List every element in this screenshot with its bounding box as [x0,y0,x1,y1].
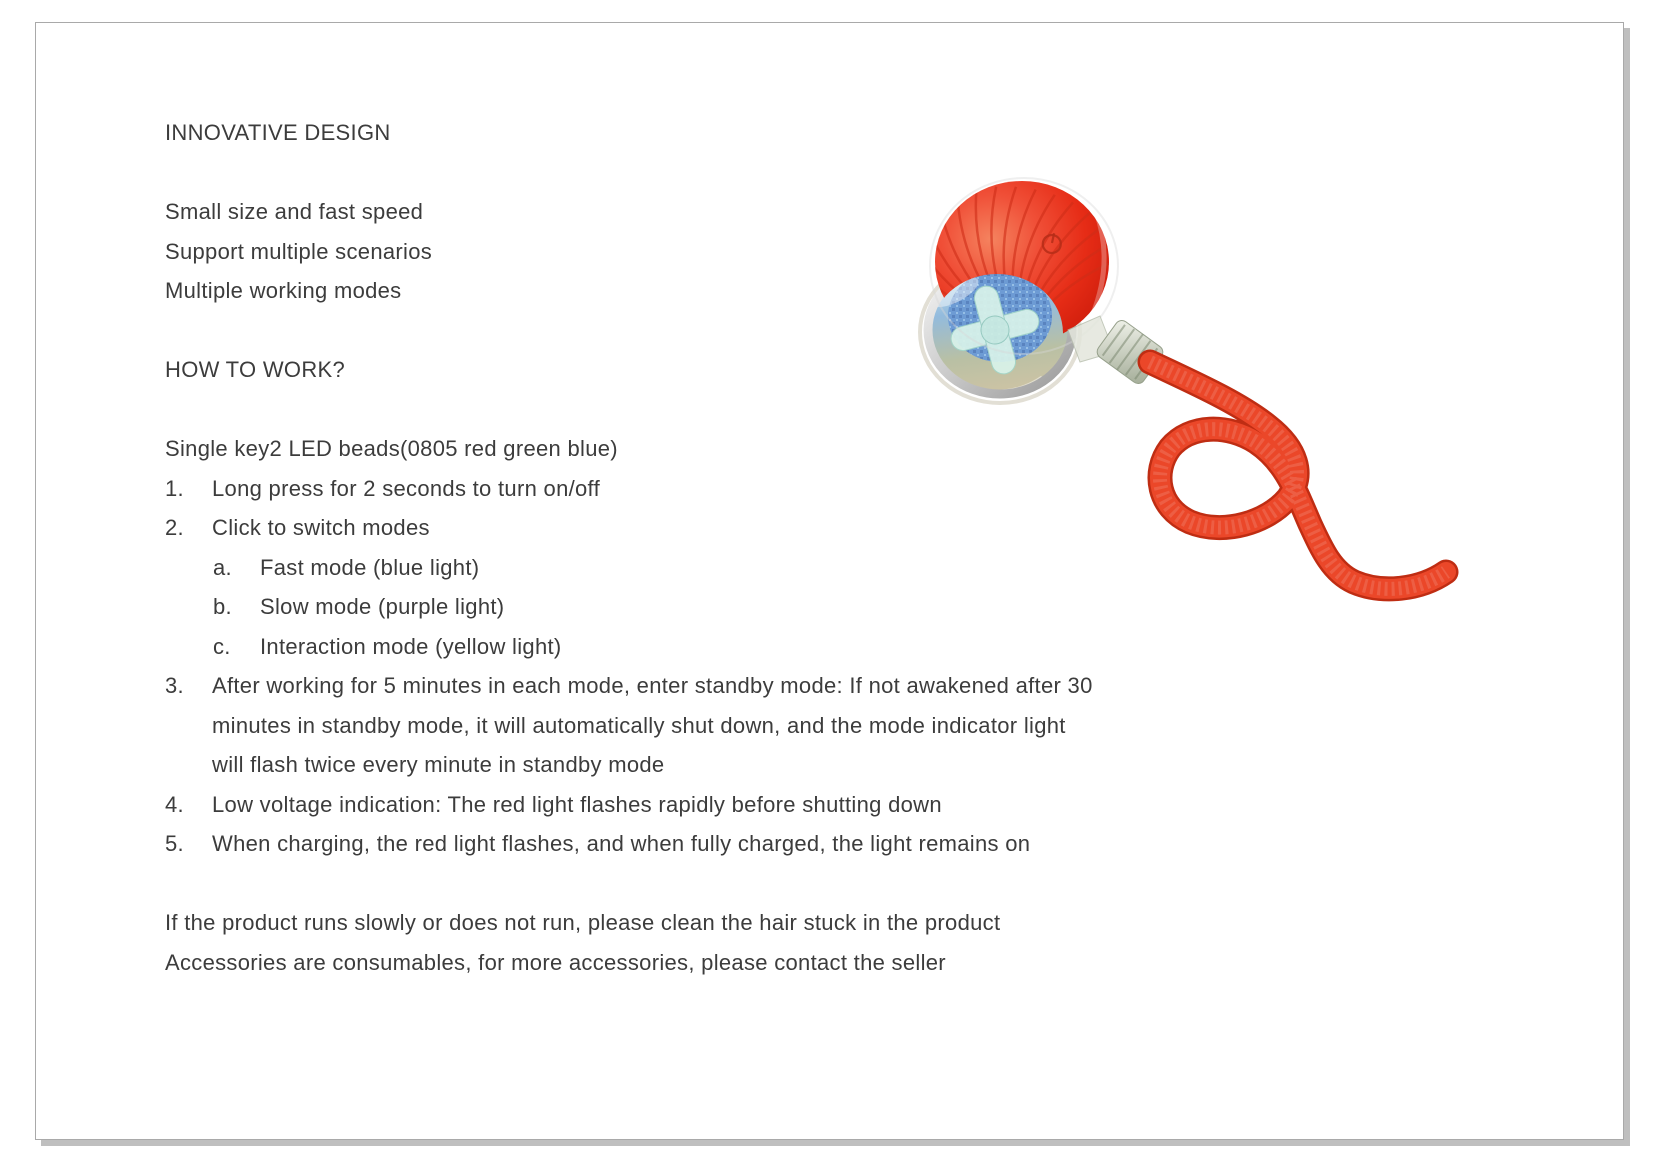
list-marker: 2. [165,515,184,540]
list-item-text: Slow mode (purple light) [260,594,505,619]
page [35,22,1624,1140]
list-marker: c. [213,633,231,659]
list-item [165,824,1093,864]
section-heading-how-to-work: HOW TO WORK? [165,357,346,382]
list-marker: 4. [165,791,184,817]
list-item-text: Interaction mode (yellow light) [260,633,562,659]
list-item-text: Click to switch modes [212,515,430,540]
list-item [165,666,1093,706]
section-heading-innovative-design: INNOVATIVE DESIGN [165,120,391,145]
list-item-continuation: will flash twice every minute in standby mode [212,752,665,777]
list-item-continuation: minutes in standby mode, it will automatically shut down, and the mode indicator light [212,712,1066,738]
list-item-text: Fast mode (blue light) [260,554,480,580]
product-photo [850,150,1510,630]
footer-note: Accessories are consumables, for more accessories, please contact the seller [165,949,946,975]
intro-line: Support multiple scenarios [165,238,433,264]
intro-line: Multiple working modes [165,278,402,303]
intro-line: Small size and fast speed [165,199,424,224]
footer-note: If the product runs slowly or does not run, please clean the hair stuck in the product [165,910,1001,935]
list-item-text: When charging, the red light flashes, and when fully charged, the light remains on [212,831,1031,856]
list-marker: 5. [165,831,184,856]
rope [1150,362,1446,589]
lead-line: Single key2 LED beads(0805 red green blue) [165,436,618,461]
list-marker: b. [213,594,232,619]
list-item-text: After working for 5 minutes in each mode, enter standby mode: If not awakened after 30 [212,673,1093,698]
list-marker: 1. [165,475,184,501]
sub-list-item [165,627,1093,667]
list-marker: 3. [165,673,184,698]
list-item-text: Low voltage indication: The red light flashes rapidly before shutting down [212,791,942,817]
list-marker: a. [213,554,232,580]
spacer [165,864,1093,904]
list-item [165,785,1093,825]
list-item-text: Long press for 2 seconds to turn on/off [212,475,600,501]
